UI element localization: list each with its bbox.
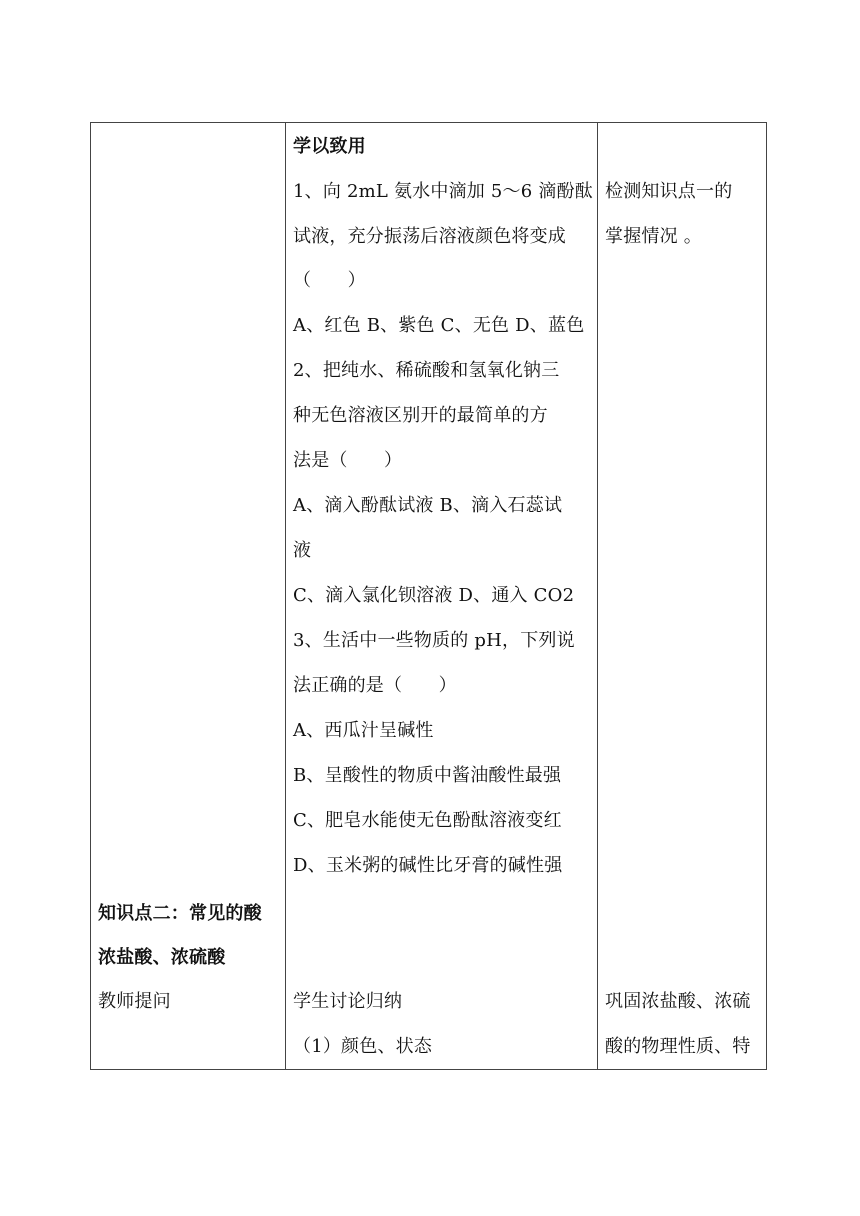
- knowledge-point-heading: 知识点二：常见的酸: [98, 903, 262, 924]
- column-divider-left: [285, 123, 286, 1069]
- question-1-options: A、红色 B、紫色 C、无色 D、蓝色: [293, 315, 585, 336]
- design-purpose-1-line-2: 掌握情况 。: [605, 226, 702, 247]
- question-2-option-2: C、滴入氯化钡溶液 D、通入 CO2: [293, 585, 575, 606]
- question-3-option-b: B、呈酸性的物质中酱油酸性最强: [293, 765, 562, 786]
- question-3-option-a: A、西瓜汁呈碱性: [293, 720, 434, 741]
- student-activity: 学生讨论归纳: [293, 991, 403, 1012]
- column-divider-right: [597, 123, 598, 1069]
- question-1-line-1: 1、向 2mL 氨水中滴加 5～6 滴酚酞: [293, 181, 593, 202]
- design-purpose-2-line-1: 巩固浓盐酸、浓硫: [605, 991, 751, 1012]
- section-title: 学以致用: [293, 136, 366, 157]
- design-purpose-2-line-2: 酸的物理性质、特: [605, 1036, 751, 1057]
- question-3-option-d: D、玉米粥的碱性比牙膏的碱性强: [293, 855, 563, 876]
- question-3-line-2: 法正确的是（ ）: [293, 675, 457, 696]
- question-2-line-1: 2、把纯水、稀硫酸和氢氧化钠三: [293, 360, 560, 381]
- question-3-line-1: 3、生活中一些物质的 pH，下列说: [293, 630, 575, 651]
- question-1-line-3: （ ）: [293, 270, 366, 291]
- summary-point-1: （1）颜色、状态: [293, 1036, 433, 1057]
- design-purpose-1-line-1: 检测知识点一的: [605, 181, 733, 202]
- question-2-line-2: 种无色溶液区别开的最简单的方: [293, 405, 548, 426]
- knowledge-point-subheading: 浓盐酸、浓硫酸: [98, 947, 226, 968]
- teacher-activity: 教师提问: [98, 991, 171, 1012]
- question-1-line-2: 试液，充分振荡后溶液颜色将变成: [293, 226, 566, 247]
- question-2-option-1: A、滴入酚酞试液 B、滴入石蕊试: [293, 495, 563, 516]
- question-2-line-3: 法是（ ）: [293, 450, 403, 471]
- question-3-option-c: C、肥皂水能使无色酚酞溶液变红: [293, 810, 562, 831]
- question-2-option-1-cont: 液: [293, 540, 312, 561]
